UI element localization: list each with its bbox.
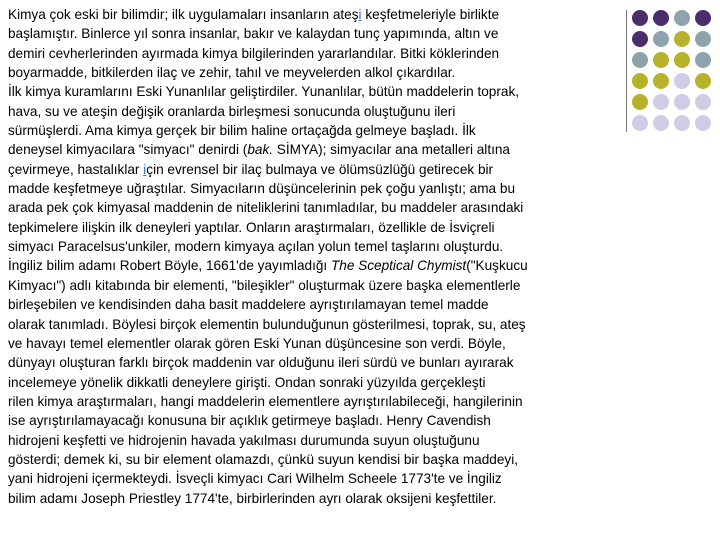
- text-segment: arada pek çok kimyasal maddenin de niteliklerini tanımladılar, bu maddeler arasındaki: [8, 200, 524, 216]
- text-line: [8, 256, 620, 275]
- text-line: [8, 179, 620, 198]
- decorative-dot: [674, 115, 690, 131]
- text-line: [8, 315, 620, 334]
- text-segment: deneysel kimyacılara "simyacı" denirdi (: [8, 142, 248, 158]
- text-line: [8, 373, 620, 392]
- text-line: [8, 276, 620, 295]
- text-line: [8, 140, 620, 159]
- text-segment: ise ayrıştırılamayacağı konusuna bir açıklık getirmeye başladı. Henry Cavendish: [8, 413, 491, 429]
- text-segment: tepkimelere ilişkin ilk deneyleri yaptılar. Onların araştırmaları, özellikle de İsviçreli: [8, 219, 495, 235]
- decorative-dot: [653, 52, 669, 68]
- text-line: [8, 469, 620, 488]
- decorative-dot: [653, 31, 669, 47]
- article-body: [8, 5, 620, 508]
- text-segment: İngiliz bilim adamı Robert Böyle, 1661'de yayımladığı: [8, 258, 331, 274]
- text-line: [8, 237, 620, 256]
- text-line: [8, 353, 620, 372]
- decorative-dot: [674, 73, 690, 89]
- text-segment: ve havayı temel elementler olarak gören Eski Yunan düşüncesine son verdi. Böyle,: [8, 335, 506, 351]
- decorative-dot: [695, 31, 711, 47]
- text-segment: olarak tanımladı. Böylesi birçok elementin bulunduğunun gösterilmesi, toprak, su, ateş: [8, 316, 526, 332]
- text-segment: rilen kimya araştırmaları, hangi maddelerin elementlere ayrıştırılabileceği, hangilerinin: [8, 393, 523, 409]
- decorative-dot: [674, 31, 690, 47]
- paragraph: [8, 256, 620, 507]
- decorative-dot: [695, 94, 711, 110]
- text-segment: demiri cevherlerinden ayırmada kimya bilgilerinden yararlandılar. Bitki köklerinden: [8, 45, 500, 61]
- decorative-dot: [674, 94, 690, 110]
- text-segment: Kimya çok eski bir bilimdir; ilk uygulamaları insanların ateş: [8, 7, 359, 22]
- text-line: [8, 489, 620, 508]
- text-line: [8, 218, 620, 237]
- text-segment: dünyayı oluşturan farklı birçok maddenin var olduğunu ileri sürdü ve bunları ayırarak: [8, 355, 514, 371]
- paragraph: [8, 82, 620, 256]
- paragraph: [8, 5, 620, 82]
- text-line: [8, 63, 620, 82]
- text-line: [8, 160, 620, 179]
- text-line: [8, 121, 620, 140]
- decorative-dot: [632, 52, 648, 68]
- text-line: [8, 450, 620, 469]
- decorative-dot: [632, 94, 648, 110]
- text-segment: simyacı Paracelsus'unkiler, modern kimyaya açılan yolun temel taşlarını oluşturdu.: [8, 239, 504, 255]
- text-segment: hidrojeni keşfetti ve hidrojenin havada yakılması durumunda suyun oluştuğunu: [8, 432, 480, 448]
- decorative-dot: [674, 52, 690, 68]
- text-segment: Kimyacı") adlı kitabında bir elementi, "bileşikler" oluşturmak üzere başka elementlerle: [8, 277, 521, 293]
- decorative-dot-grid: [632, 10, 718, 134]
- text-segment: boyarmadde, bitkilerden ilaç ve zehir, tahıl ve meyvelerden alkol çıkardılar.: [8, 65, 456, 81]
- vertical-divider: [626, 10, 627, 132]
- text-line: [8, 82, 620, 101]
- text-segment: madde keşfetmeye uğraştılar. Simyacıların düşüncelerinin pek çoğu yanlıştı; ama bu: [8, 181, 516, 197]
- text-line: [8, 5, 620, 24]
- text-line: [8, 44, 620, 63]
- decorative-dot: [632, 115, 648, 131]
- decorative-dot: [653, 94, 669, 110]
- decorative-dot: [695, 73, 711, 89]
- decorative-dot: [653, 10, 669, 26]
- text-segment: İlk kimya kuramlarını Eski Yunanlılar geliştirdiler. Yunanlılar, bütün maddelerin toprak,: [8, 84, 520, 100]
- text-segment: çevirmeye, hastalıklar: [8, 161, 144, 177]
- italic-text: bak.: [247, 142, 274, 158]
- text-line: [8, 295, 620, 314]
- text-segment: hava, su ve ateşin değişik oranlarda birleşmesi sonucunda oluştuğunu ileri: [8, 103, 456, 119]
- decorative-dot: [653, 73, 669, 89]
- text-segment: çin evrensel bir ilaç bulmaya ve ölümsüzlüğü getirecek bir: [146, 161, 494, 177]
- text-segment: ("Kuşkucu: [466, 258, 528, 274]
- decorative-dot: [695, 52, 711, 68]
- text-segment: keşfetmeleriyle birlikte: [361, 7, 500, 22]
- decorative-dot: [695, 10, 711, 26]
- text-segment: bilim adamı Joseph Priestley 1774'te, birbirlerinden ayrı olarak oksijeni keşfettiler.: [8, 490, 497, 506]
- text-line: [8, 102, 620, 121]
- decorative-dot: [632, 73, 648, 89]
- text-line: [8, 431, 620, 450]
- text-segment: birleşebilen ve kendisinden daha basit maddelere ayrıştırılamayan temel madde: [8, 297, 489, 313]
- text-line: [8, 392, 620, 411]
- text-segment: gösterdi; demek ki, su bir element olamazdı, çünkü suyun kendisi bir başka maddeyi,: [8, 451, 519, 467]
- text-segment: başlamıştır. Binlerce yıl sonra insanlar, bakır ve kalaydan tunç yapımında, altın ve: [8, 26, 499, 42]
- decorative-dot: [632, 10, 648, 26]
- dot-grid: [632, 10, 718, 134]
- text-line: [8, 198, 620, 217]
- decorative-dot: [653, 115, 669, 131]
- text-segment: incelemeye yönelik dikkatli deneylere girişti. Ondan sonraki yüzyılda gerçekleşti: [8, 374, 486, 390]
- decorative-dot: [695, 115, 711, 131]
- text-segment: yani hidrojeni içermekteydi. İsveçli kimyacı Cari Wilhelm Scheele 1773'te ve İngiliz: [8, 471, 502, 487]
- inline-link[interactable]: i: [358, 7, 362, 22]
- text-segment: SİMYA); simyacılar ana metalleri altına: [273, 142, 510, 158]
- text-line: [8, 24, 620, 43]
- text-line: [8, 334, 620, 353]
- decorative-dot: [674, 10, 690, 26]
- text-segment: sürmüşlerdi. Ama kimya gerçek bir bilim haline ortaçağda gelmeye başladı. İlk: [8, 123, 476, 139]
- decorative-dot: [632, 31, 648, 47]
- inline-link[interactable]: i: [143, 161, 147, 177]
- text-line: [8, 411, 620, 430]
- italic-text: The Sceptical Chymist: [330, 258, 467, 274]
